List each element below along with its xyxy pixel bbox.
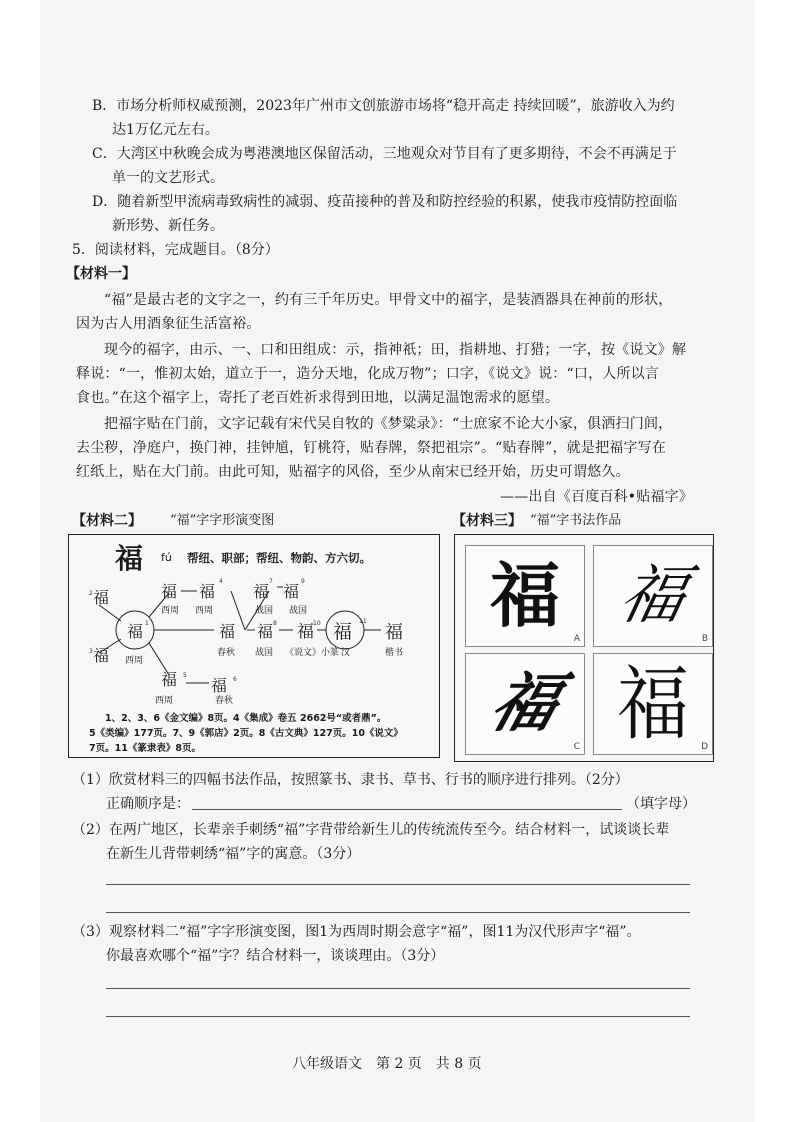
svg-text:福: 福 xyxy=(161,582,178,601)
calligraphy-b xyxy=(593,545,713,647)
material-1-header: 【材料一】 xyxy=(66,266,136,282)
fig-num-10: 10 xyxy=(313,620,321,627)
svg-text:福: 福 xyxy=(283,582,300,601)
material-1-paragraph-1-cont: 因为古人用酒象征生活富裕。 xyxy=(76,316,261,332)
svg-text:福: 福 xyxy=(161,670,178,689)
option-b-line2: 达1万亿元左右。 xyxy=(112,122,219,138)
page-footer: 八年级语文 第 2 页 共 8 页 xyxy=(292,1056,482,1072)
sub-question-3-cont: 你最喜欢哪个“福”字？结合材料一，谈谈理由。（3分） xyxy=(106,948,445,964)
svg-text:福: 福 xyxy=(127,622,144,641)
material-1-paragraph-1: “福”是最古老的文字之一，约有三千年历史。甲骨文中的福字，是装酒器具在神前的形状， xyxy=(104,292,673,308)
option-c-line2: 单一的文艺形式。 xyxy=(112,170,224,186)
material-1-paragraph-2-end: 食也。”在这个福字上，寄托了老百姓祈求得到田地，以满足温饱需求的愿望。 xyxy=(76,390,560,406)
material-3-caption: “福”字书法作品 xyxy=(530,513,622,528)
calligraphy-d xyxy=(593,653,713,755)
material-2-header: 【材料二】 xyxy=(72,513,142,529)
calligraphy-a-glyph: 福 xyxy=(490,555,560,637)
sub-question-1-prompt: 正确顺序是： xyxy=(106,796,190,812)
material-2-caption: “福”字字形演变图 xyxy=(170,513,275,528)
era-label-xizhou-4: 西周 xyxy=(155,696,174,706)
material-1-paragraph-3: 把福字贴在门前，文字记载有宋代吴自牧的《梦粱录》：“士庶家不论大小家，俱洒扫门闾， xyxy=(104,416,673,432)
diagram-main-character: 福 xyxy=(115,542,144,575)
fig-num-2: 2 xyxy=(89,590,93,597)
fig-num-3: 3 xyxy=(89,648,93,655)
svg-text:福: 福 xyxy=(253,582,270,601)
svg-text:福: 福 xyxy=(297,622,314,642)
era-label-xizhou-2: 西周 xyxy=(195,606,214,616)
diagram-footnote-3: 7页。11《篆隶表》8页。 xyxy=(89,743,201,754)
answer-line-q1[interactable] xyxy=(192,809,622,810)
era-label-chunqiu-2: 春秋 xyxy=(215,696,234,706)
fig-num-6: 6 xyxy=(233,676,237,683)
fig-num-4: 4 xyxy=(219,578,223,585)
calligraphy-d-glyph: 福 xyxy=(616,656,689,752)
fig-num-8: 8 xyxy=(273,620,277,627)
fig-num-7: 7 xyxy=(269,578,273,585)
svg-text:福: 福 xyxy=(219,622,236,641)
era-label-han: 汉 xyxy=(341,648,351,658)
sub-question-2: （2）在两广地区，长辈亲手刺绣“福”字背带给新生儿的传统流传至今。结合材料一，试谈谈长辈 xyxy=(72,822,670,838)
option-c-line1: C．大湾区中秋晚会成为粤港澳地区保留活动，三地观众对节目有了更多期待，不会不再满足于 xyxy=(92,146,677,162)
era-label-xizhou-3: 西周 xyxy=(125,656,144,666)
sub-question-1-note: （填字母） xyxy=(626,796,696,812)
sub-question-1: （1）欣赏材料三的四幅书法作品，按照篆书、隶书、草书、行书的顺序进行排列。（2分） xyxy=(72,772,629,788)
era-label-zhanguo-1: 战国 xyxy=(255,606,274,616)
calligraphy-c-label: C xyxy=(573,742,580,752)
svg-text:福: 福 xyxy=(93,588,110,607)
era-label-kaishu: 楷书 xyxy=(385,648,404,658)
calligraphy-c-glyph: 福 xyxy=(482,666,568,741)
option-b-line1: B．市场分析师权威预测，2023年广州市文创旅游市场将“稳开高走 持续回暖”，旅游收入为约 xyxy=(92,98,675,114)
question-5-title: 5．阅读材料，完成题目。（8分） xyxy=(72,242,279,258)
era-label-xizhou-1: 西周 xyxy=(161,606,180,616)
diagram-footnote-1: 1、2、3、6《金文编》8页。4《集成》卷五 2662号“或者鼎”。 xyxy=(105,713,387,724)
diagram-readings: 帮纽、职部；帮纽、物韵、方六切。 xyxy=(187,551,371,565)
svg-text:福: 福 xyxy=(199,582,216,601)
calligraphy-b-glyph: 福 xyxy=(613,559,693,633)
svg-text:福: 福 xyxy=(385,622,403,643)
material-1-paragraph-2-cont: 释说：“一，惟初太始，道立于一，造分天地，化成万物”；口字，《说文》说：“口，人所以言 xyxy=(76,366,660,382)
material-1-paragraph-3-cont: 去尘秽，净庭户，换门神，挂钟馗，钉桃符，贴春牌，祭把祖宗”。“贴春牌”，就是把福字写在 xyxy=(76,440,667,456)
fig-num-11: 11 xyxy=(359,618,367,625)
calligraphy-d-label: D xyxy=(701,742,708,752)
sub-question-2-cont: 在新生儿背带刺绣“福”字的寓意。（3分） xyxy=(106,846,361,862)
calligraphy-a-label: A xyxy=(573,634,580,644)
era-label-chunqiu-1: 春秋 xyxy=(217,648,236,658)
calligraphy-a xyxy=(465,545,585,647)
material-3-header: 【材料三】 xyxy=(452,513,522,529)
era-label-shuowen: 《说文》小篆 xyxy=(285,648,340,658)
fu-evolution-diagram xyxy=(68,534,440,758)
calligraphy-b-label: B xyxy=(701,634,708,644)
svg-text:福: 福 xyxy=(93,646,110,665)
era-label-zhanguo-2: 战国 xyxy=(289,606,308,616)
answer-line-q2-1[interactable] xyxy=(106,884,690,885)
sub-question-3: （3）观察材料二“福”字字形演变图，图1为西周时期会意字“福”，图11为汉代形声字“福”。 xyxy=(72,924,641,940)
calligraphy-c xyxy=(465,653,585,755)
diagram-pinyin: fú xyxy=(161,551,172,564)
option-d-line1: D．随着新型甲流病毒致病性的减弱、疫苗接种的普及和防控经验的积累，使我市疫情防控面临 xyxy=(92,194,678,210)
answer-line-q2-2[interactable] xyxy=(106,912,690,913)
fig-num-9: 9 xyxy=(301,578,305,585)
material-1-paragraph-2: 现今的福字，由示、一、口和田组成：示，指神祇；田，指耕地、打猎；一字，按《说文》解 xyxy=(104,342,687,358)
era-label-zhanguo-3: 战国 xyxy=(255,648,274,658)
diagram-footnote-2: 5《类编》177页。7、9《郭店》2页。8《古文典》127页。10《说文》 xyxy=(89,728,403,739)
fig-num-5: 5 xyxy=(183,672,187,679)
answer-line-q3-2[interactable] xyxy=(106,1016,690,1017)
material-1-paragraph-3-end: 红纸上，贴在大门前。由此可知，贴福字的风俗，至少从南宋已经开始，历史可谓悠久。 xyxy=(76,464,630,480)
fig-num-1: 1 xyxy=(145,620,149,627)
answer-line-q3-1[interactable] xyxy=(106,988,690,989)
svg-text:福: 福 xyxy=(333,621,353,643)
calligraphy-works xyxy=(454,534,714,762)
material-1-source: ——出自《百度百科•贴福字》 xyxy=(500,489,694,505)
svg-text:福: 福 xyxy=(257,622,274,641)
svg-text:福: 福 xyxy=(211,676,228,695)
option-d-line2: 新形势、新任务。 xyxy=(112,218,224,234)
